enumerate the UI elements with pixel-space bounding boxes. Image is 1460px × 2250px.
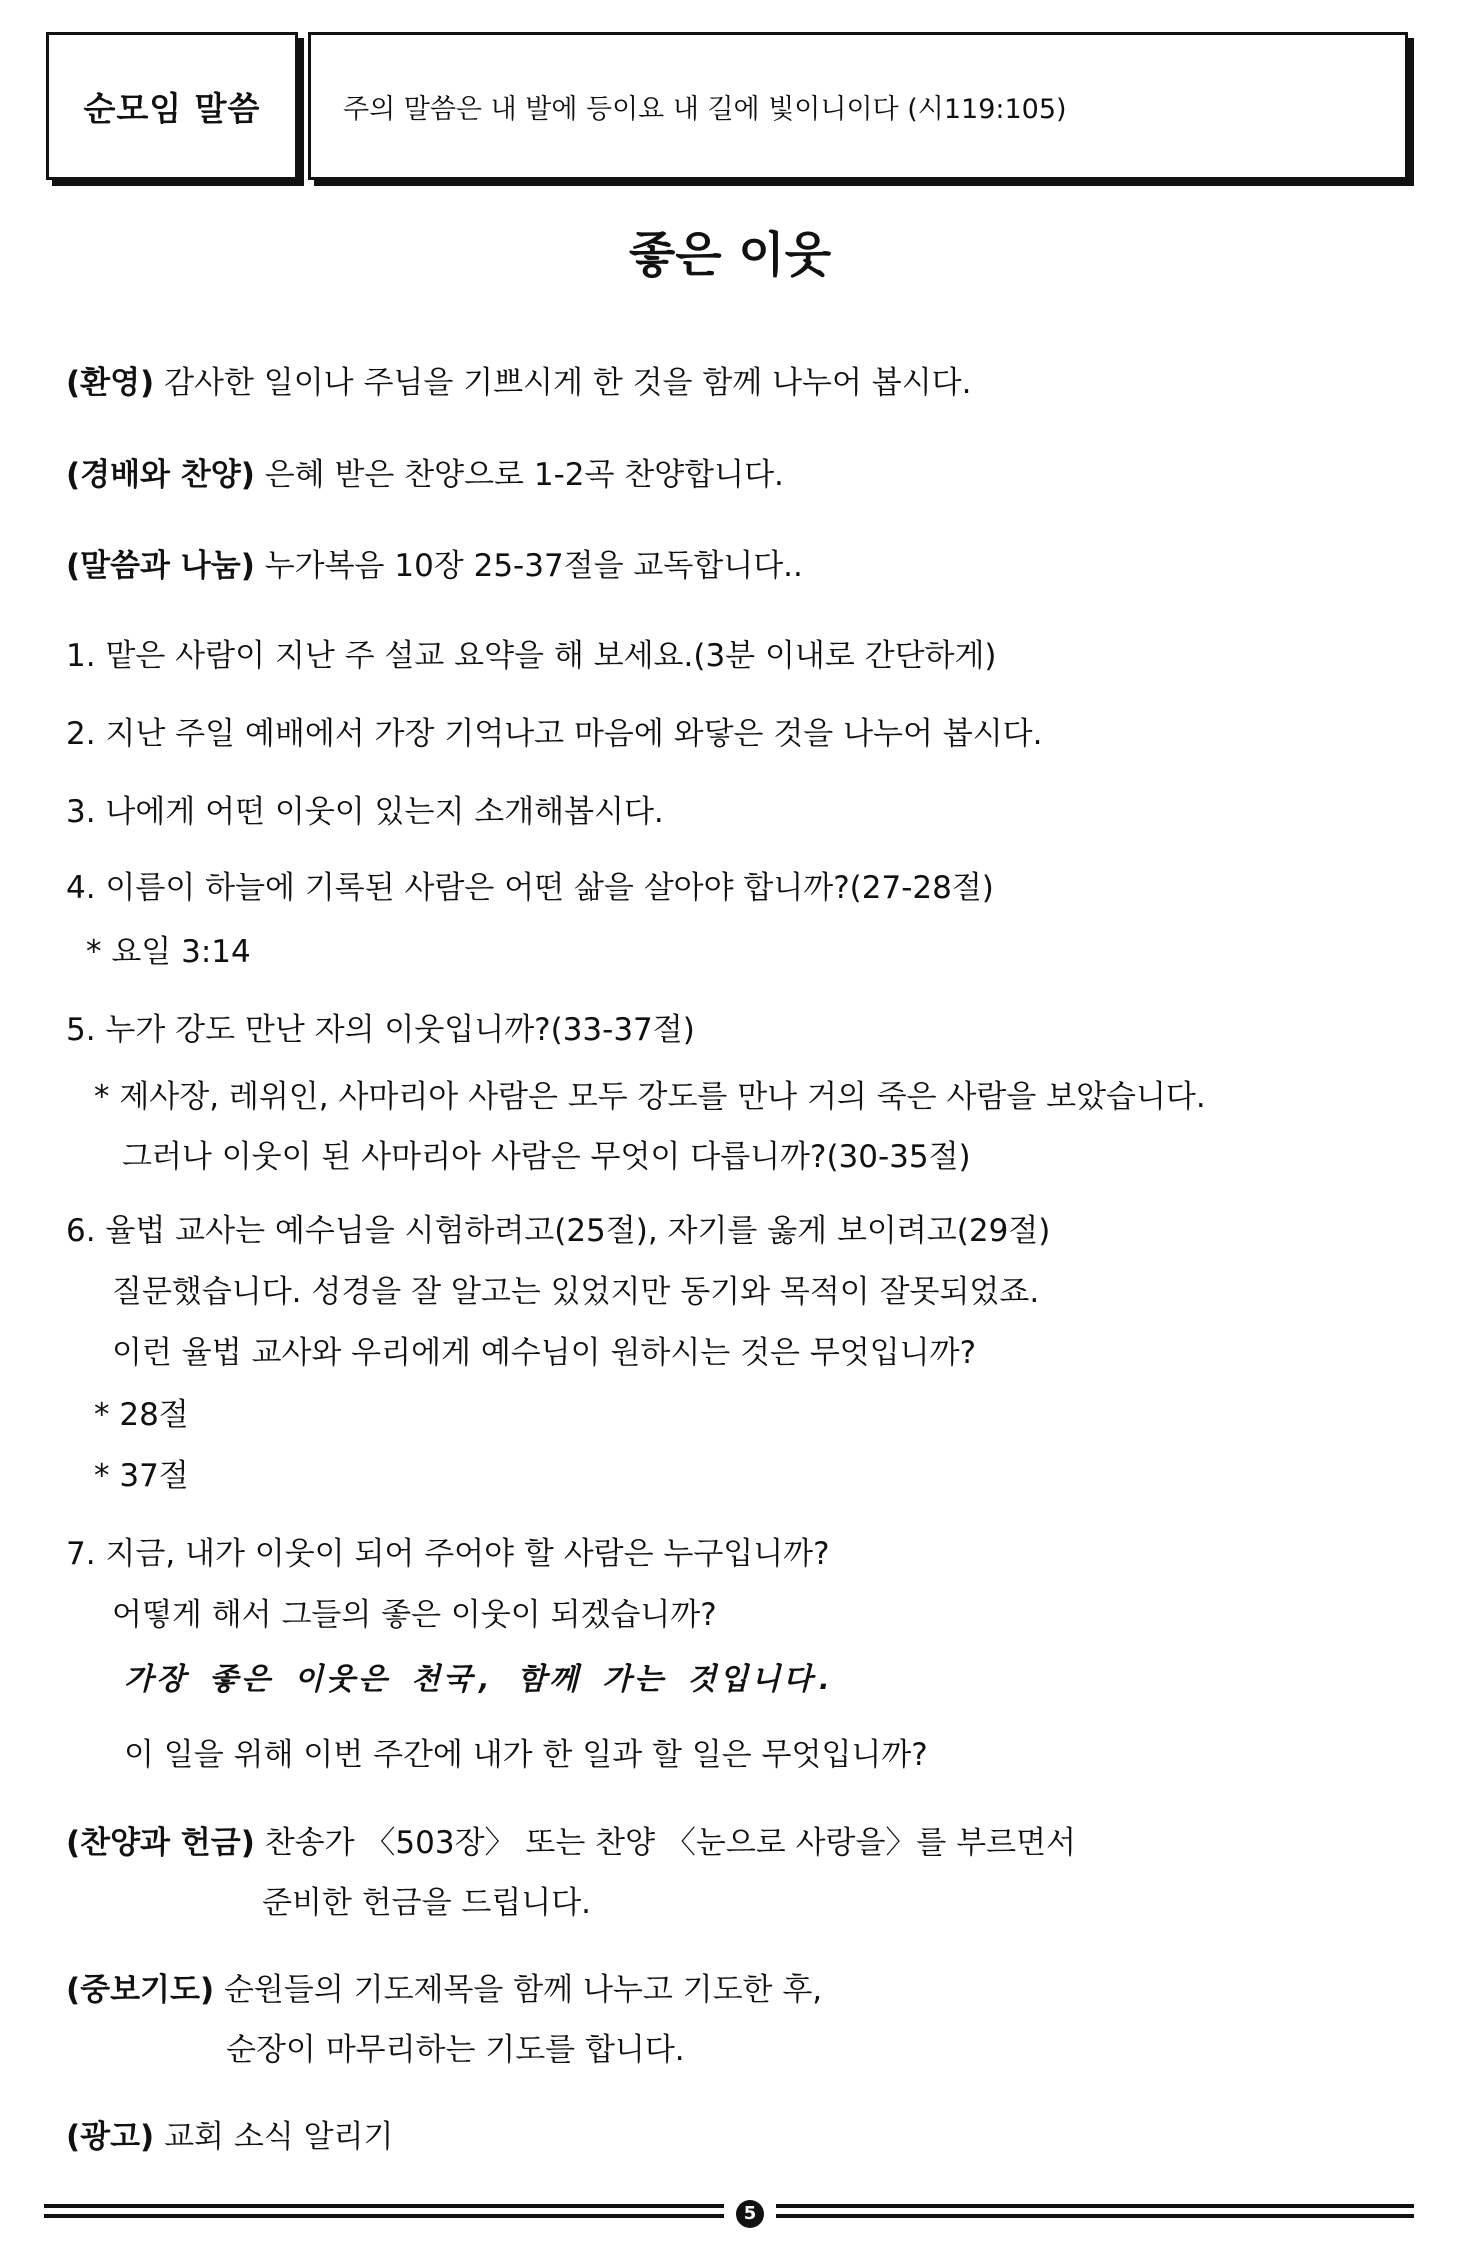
question-3: 3. 나에게 어떤 이웃이 있는지 소개해봅시다.: [66, 794, 664, 830]
word-section: [66, 548, 803, 584]
question-6-line-1: 6. 율법 교사는 예수님을 시험하려고(25절), 자기를 옳게 보이려고(29절): [66, 1213, 1051, 1249]
question-5: 5. 누가 강도 만난 자의 이웃입니까?(33-37절): [66, 1012, 695, 1048]
question-7-line-3: 이 일을 위해 이번 주간에 내가 한 일과 할 일은 무엇입니까?: [124, 1737, 928, 1773]
question-6-note-1: * 28절: [94, 1397, 189, 1433]
page-title: 좋은 이웃: [628, 227, 832, 283]
question-4: 4. 이름이 하늘에 기록된 사람은 어떤 삶을 살아야 합니까?(27-28절): [66, 870, 994, 906]
question-7-emphasis: 가장 좋은 이웃은 천국, 함께 가는 것입니다.: [124, 1662, 837, 1697]
page-number: 5: [736, 2200, 764, 2228]
offering-text-2: 준비한 헌금을 드립니다.: [262, 1885, 592, 1921]
worship-section: [66, 457, 784, 493]
question-5-note-2: 그러나 이웃이 된 사마리아 사람은 무엇이 다릅니까?(30-35절): [122, 1139, 971, 1175]
question-6-line-3: 이런 율법 교사와 우리에게 예수님이 원하시는 것은 무엇입니까?: [112, 1335, 977, 1371]
worship-text: 은혜 받은 찬양으로 1-2곡 찬양합니다.: [264, 457, 784, 493]
offering-section: [66, 1825, 1076, 1861]
question-6-note-2: * 37절: [94, 1458, 189, 1494]
question-4-note: * 요일 3:14: [86, 934, 251, 970]
ads-text: 교회 소식 알리기: [164, 2119, 394, 2155]
footer: [44, 2200, 1414, 2224]
prayer-text-1: 순원들의 기도제목을 함께 나누고 기도한 후,: [223, 1972, 823, 2008]
welcome-text: 감사한 일이나 주님을 기쁘시게 한 것을 함께 나누어 봅시다.: [164, 365, 972, 401]
ads-section: [66, 2119, 394, 2155]
question-7-line-1: 7. 지금, 내가 이웃이 되어 주어야 할 사람은 누구입니까?: [66, 1536, 830, 1572]
worship-tag: (경배와 찬양): [66, 457, 255, 493]
ads-tag: (광고): [66, 2119, 155, 2155]
question-1: 1. 맡은 사람이 지난 주 설교 요약을 해 보세요.(3분 이내로 간단하게): [66, 638, 997, 674]
header-label: 순모임 말씀: [83, 88, 261, 128]
prayer-section: [66, 1972, 823, 2008]
welcome-tag: (환영): [66, 365, 155, 401]
word-tag: (말씀과 나눔): [66, 548, 255, 584]
footer-rule-right-top: [776, 2204, 1414, 2208]
question-6-line-2: 질문했습니다. 성경을 잘 알고는 있었지만 동기와 목적이 잘못되었죠.: [112, 1274, 1040, 1310]
footer-rule-left-top: [44, 2204, 724, 2208]
question-5-note-1: * 제사장, 레위인, 사마리아 사람은 모두 강도를 만나 거의 죽은 사람을 보았습니다.: [94, 1079, 1206, 1115]
word-text: 누가복음 10장 25-37절을 교독합니다..: [264, 548, 803, 584]
footer-rule-right-bottom: [776, 2214, 1414, 2218]
question-7-line-2: 어떻게 해서 그들의 좋은 이웃이 되겠습니까?: [112, 1597, 717, 1633]
welcome-section: [66, 365, 972, 401]
header-verse: 주의 말씀은 내 발에 등이요 내 길에 빛이니이다 (시119:105): [343, 93, 1067, 125]
footer-rule-left-bottom: [44, 2214, 724, 2218]
header-label-box: [46, 32, 298, 180]
offering-text-1: 찬송가 〈503장〉 또는 찬양 〈눈으로 사랑을〉를 부르면서: [264, 1825, 1076, 1861]
prayer-tag: (중보기도): [66, 1972, 215, 2008]
question-2: 2. 지난 주일 예배에서 가장 기억나고 마음에 와닿은 것을 나누어 봅시다.: [66, 716, 1043, 752]
prayer-text-2: 순장이 마무리하는 기도를 합니다.: [226, 2032, 685, 2068]
header-verse-box: [308, 32, 1408, 180]
offering-tag: (찬양과 헌금): [66, 1825, 255, 1861]
